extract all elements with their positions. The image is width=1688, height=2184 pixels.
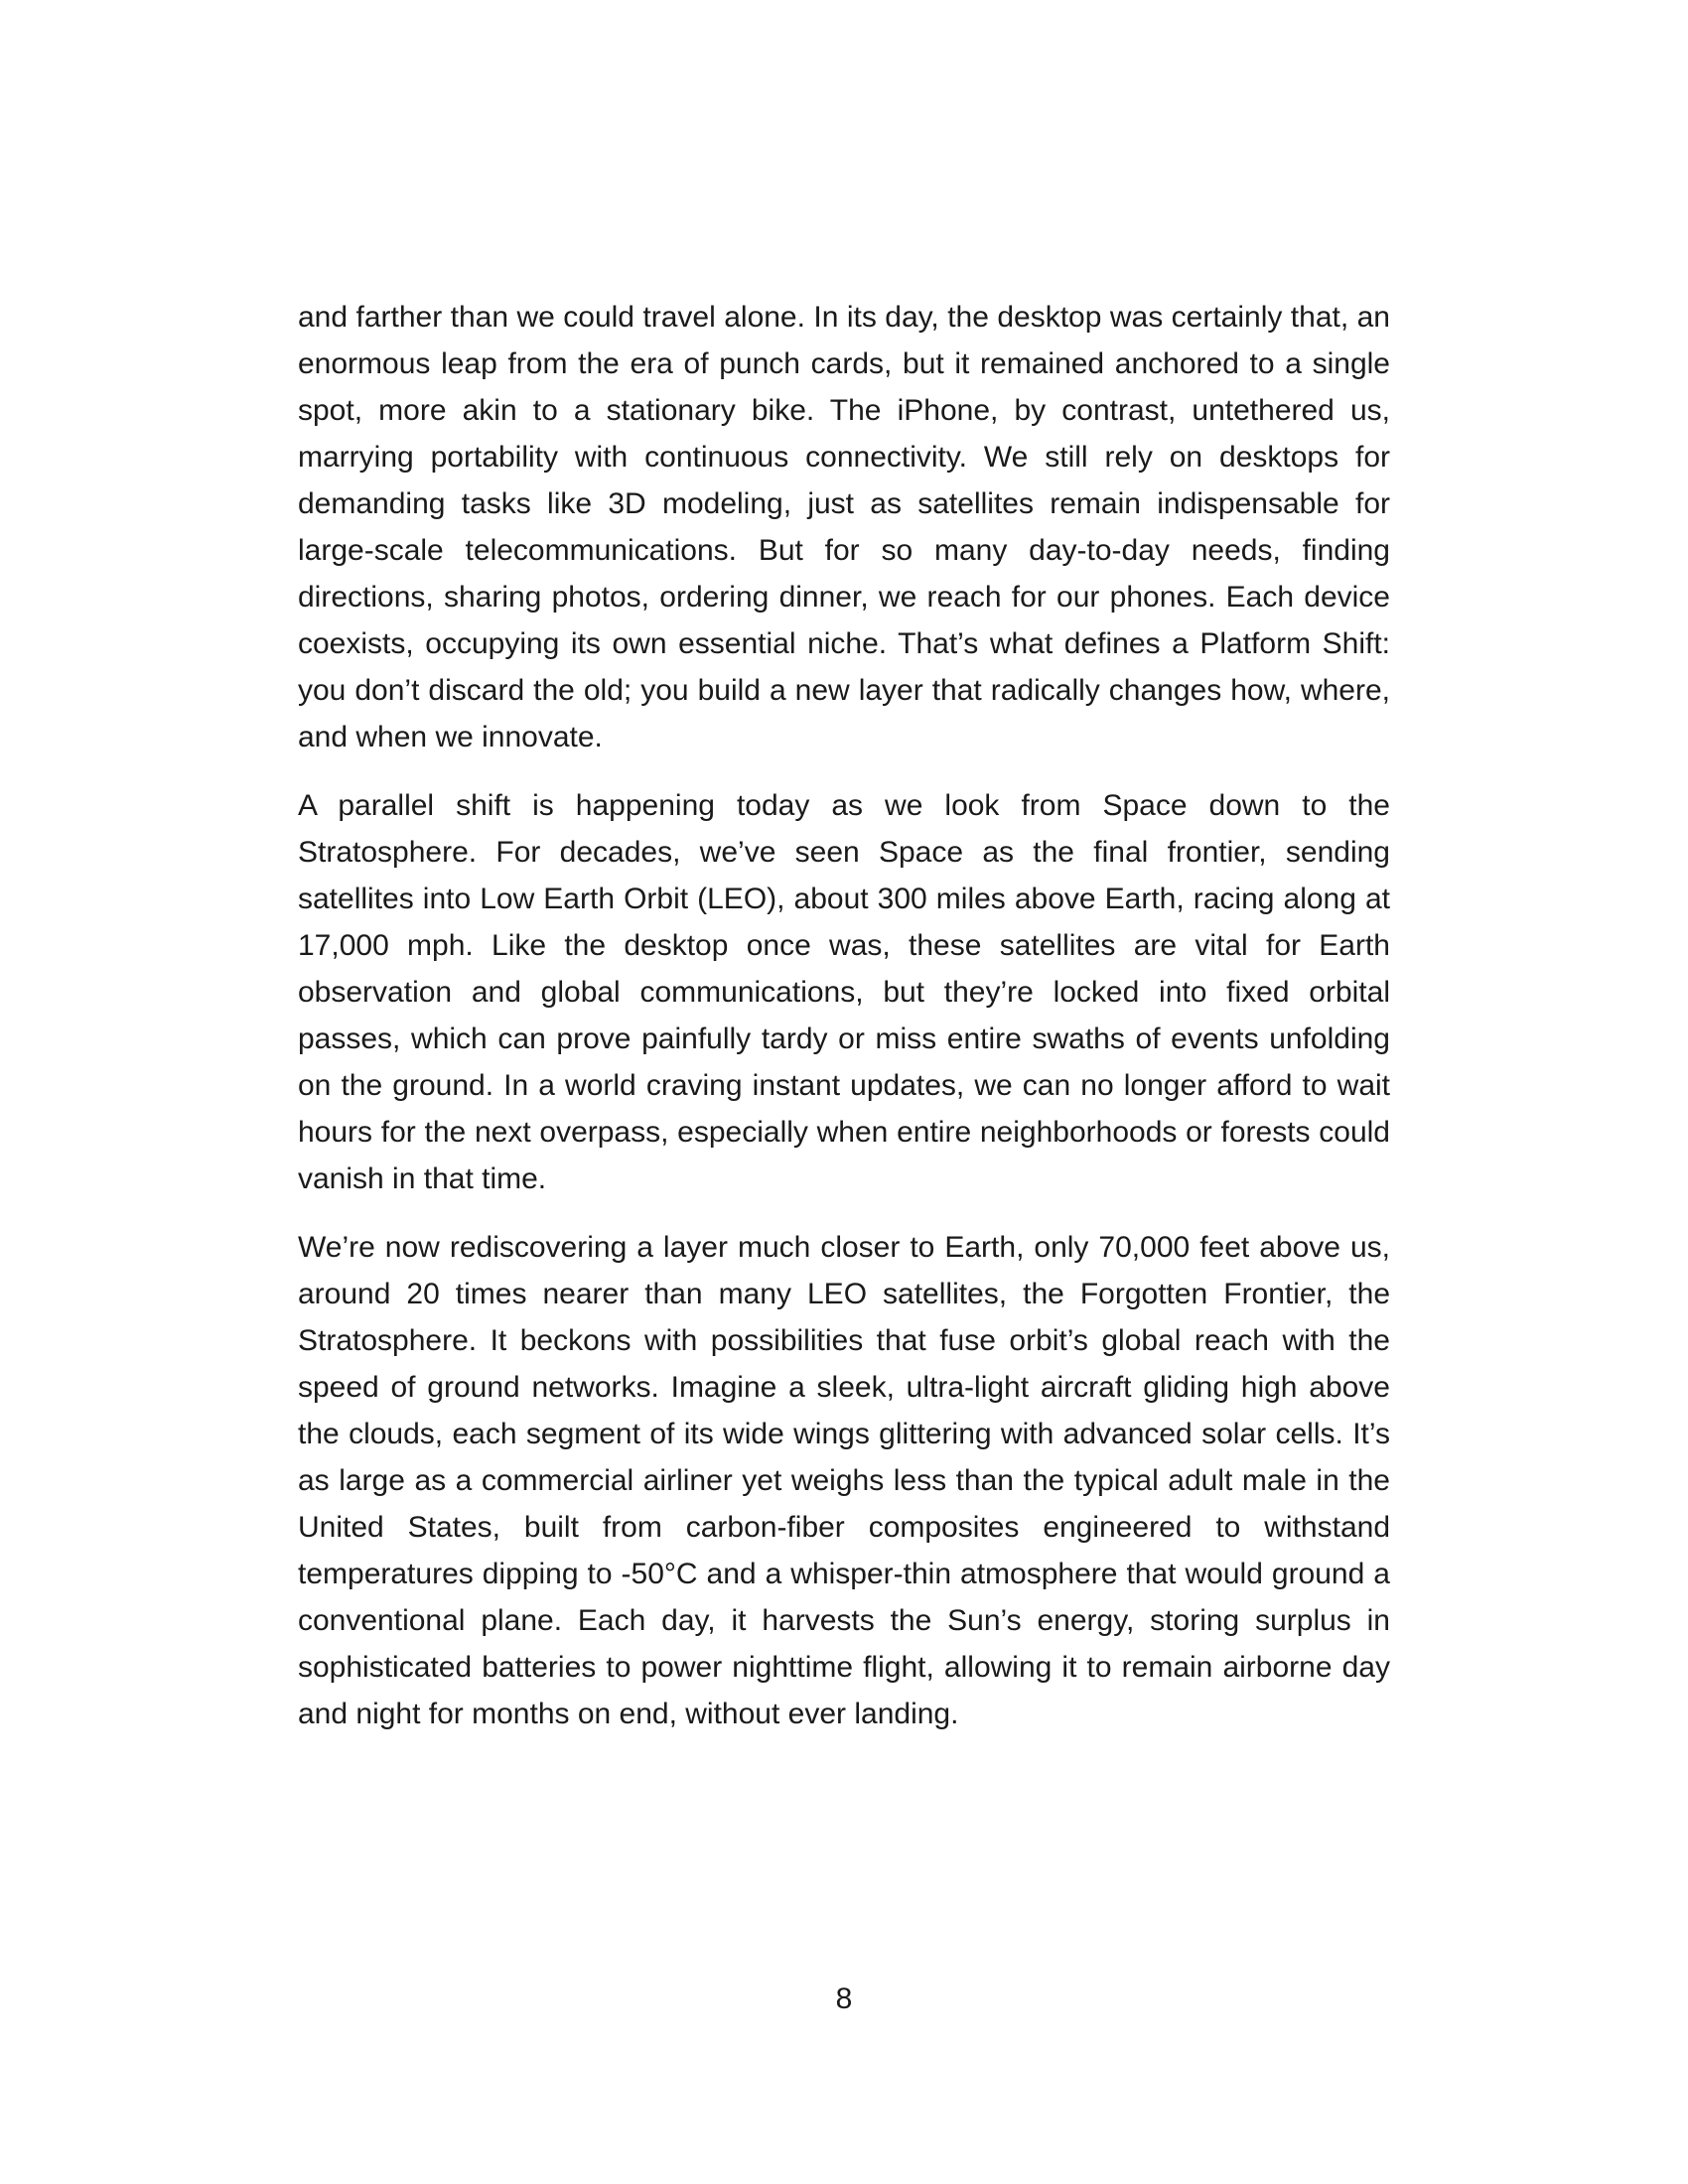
body-text	[298, 294, 1390, 1759]
paragraph-space-to-stratosphere: A parallel shift is happening today as we look from Space down to the Stratosphere. For decades, we’ve seen Space as the final frontier, sending satellites into Low Earth Orbit (LEO), about 300 miles above Earth, racing along at 17,000 mph. Like the desktop once was, these satellites are vital for Earth observation and global communications, but they’re locked into fixed orbital passes, which can prove painfully tardy or miss entire swaths of events unfolding on the ground. In a world craving instant updates, we can no longer afford to wait hours for the next overpass, especially when entire neighborhoods or forests could vanish in that time.	[298, 789, 1390, 1195]
page-number: 8	[835, 1982, 853, 2015]
paragraph-forgotten-frontier: We’re now rediscovering a layer much closer to Earth, only 70,000 feet above us, around 20 times nearer than many LEO satellites, the Forgotten Frontier, the Stratosphere. It beckons with possibilities that fuse orbit’s global reach with the speed of ground networks. Imagine a sleek, ultra-light aircraft gliding high above the clouds, each segment of its wide wings glittering with advanced solar cells. It’s as large as a commercial airliner yet weighs less than the typical adult male in the United States, built from carbon-fiber composites engineered to withstand temperatures dipping to -50°C and a whisper-thin atmosphere that would ground a conventional plane. Each day, it harvests the Sun’s energy, storing surplus in sophisticated batteries to power nighttime flight, allowing it to remain airborne day and night for months on end, without ever landing.	[298, 1231, 1390, 1730]
paragraph-platform-shift: and farther than we could travel alone. In its day, the desktop was certainly that, an enormous leap from the era of punch cards, but it remained anchored to a single spot, more akin to a stationary bike. The iPhone, by contrast, untethered us, marrying portability with continuous connectivity. We still rely on desktops for demanding tasks like 3D modeling, just as satellites remain indispensable for large-scale telecommunications. But for so many day-to-day needs, finding directions, sharing photos, ordering dinner, we reach for our phones. Each device coexists, occupying its own essential niche. That’s what defines a Platform Shift: you don’t discard the old; you build a new layer that radically changes how, where, and when we innovate.	[298, 301, 1390, 753]
